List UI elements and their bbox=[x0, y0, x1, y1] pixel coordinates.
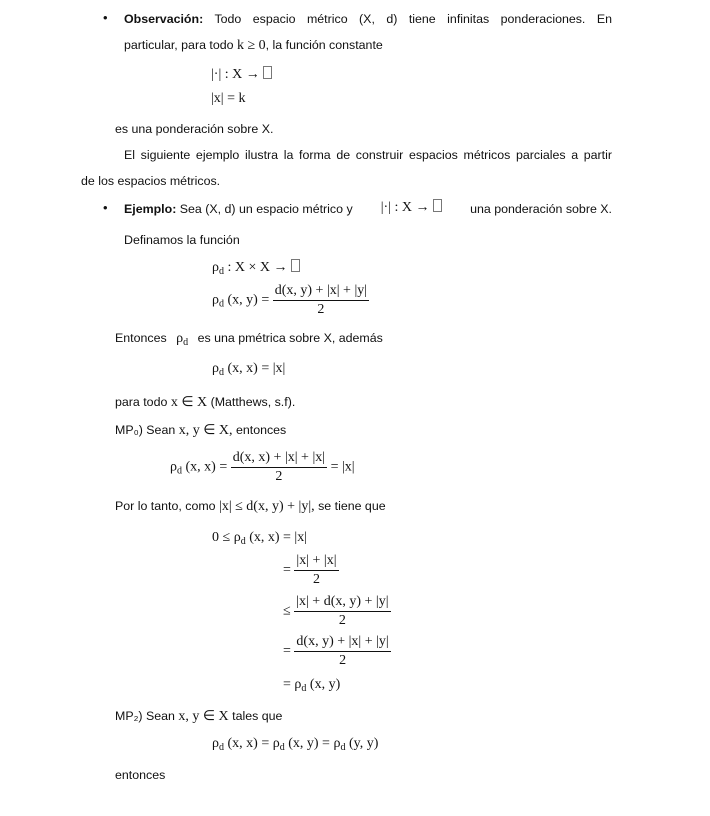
math: ρ bbox=[294, 677, 302, 692]
fraction bbox=[273, 283, 369, 318]
define-text: Definamos la función bbox=[124, 233, 240, 247]
example-label: Ejemplo: bbox=[124, 202, 177, 216]
math: = |x| bbox=[330, 459, 355, 475]
math: |·| : X → bbox=[211, 67, 264, 82]
math: ρ bbox=[272, 736, 280, 751]
math: ρ bbox=[333, 736, 341, 751]
math: d bbox=[279, 742, 285, 753]
numerator: d(x, y) + |x| + |y| bbox=[294, 634, 390, 652]
math: : X × X → bbox=[224, 260, 292, 275]
numerator: d(x, y) + |x| + |y| bbox=[273, 283, 369, 301]
weight-constant: |x| = k bbox=[211, 91, 246, 106]
denominator: 2 bbox=[339, 653, 347, 668]
mp0-line bbox=[115, 422, 286, 439]
math: (x, y) bbox=[309, 677, 341, 692]
observation-line-1 bbox=[124, 12, 612, 26]
text: (Matthews, s.f). bbox=[210, 395, 296, 409]
bullet: • bbox=[103, 200, 108, 215]
denominator: 2 bbox=[317, 302, 325, 317]
reals-glyph-box bbox=[263, 66, 272, 79]
text: Sea (X, d) un espacio métrico y bbox=[179, 202, 353, 216]
rho-self bbox=[212, 361, 285, 378]
numerator: d(x, x) + |x| + |x| bbox=[231, 450, 327, 468]
mp2-line bbox=[115, 708, 282, 725]
math: ρ bbox=[170, 459, 177, 475]
text: se tiene que bbox=[318, 499, 386, 513]
text: una ponderación sobre X. bbox=[470, 202, 612, 216]
math: = bbox=[283, 562, 291, 578]
math: ρ bbox=[212, 736, 219, 751]
observation-label: Observación: bbox=[124, 12, 204, 26]
math: = bbox=[283, 643, 291, 659]
math: (x, x) = bbox=[185, 459, 228, 475]
math: ρ bbox=[212, 292, 219, 308]
text: para todo bbox=[115, 395, 168, 409]
mp0-equation bbox=[170, 450, 355, 485]
denominator: 2 bbox=[312, 572, 320, 587]
math: ρ bbox=[176, 331, 184, 346]
math: d bbox=[219, 367, 224, 378]
math: |x| ≤ d(x, y) + |y|, bbox=[219, 499, 315, 514]
text: tales que bbox=[232, 709, 283, 723]
math: (y, y) bbox=[348, 736, 379, 751]
fraction bbox=[231, 450, 327, 485]
mp2-then: entonces bbox=[115, 768, 166, 782]
math: (x, y) = bbox=[227, 292, 270, 308]
mp2-equation bbox=[212, 736, 378, 753]
then-line bbox=[115, 331, 383, 348]
chain-line-4 bbox=[283, 634, 391, 669]
fraction bbox=[294, 553, 338, 588]
text: Entonces bbox=[115, 331, 167, 345]
text: entonces bbox=[235, 423, 287, 437]
math-k: k ≥ 0 bbox=[236, 38, 266, 53]
text: , la función constante bbox=[265, 38, 383, 52]
rho-definition bbox=[212, 283, 369, 318]
fraction bbox=[294, 594, 390, 629]
math: x, y ∈ X bbox=[178, 709, 229, 724]
observation-conclusion: es una ponderación sobre X. bbox=[115, 122, 274, 136]
fraction bbox=[294, 634, 390, 669]
math: d bbox=[219, 266, 224, 277]
observation-line-2 bbox=[124, 38, 383, 54]
math: d bbox=[219, 298, 224, 310]
math: (x, x) = bbox=[227, 736, 270, 751]
math: d bbox=[219, 742, 224, 753]
math: d bbox=[340, 742, 346, 753]
math: ρ bbox=[212, 260, 219, 275]
observation-text: Todo espacio métrico (X, d) tiene infinitas ponderaciones. En bbox=[214, 12, 613, 26]
paragraph-line-2: de los espacios métricos. bbox=[81, 174, 221, 188]
math: ρ bbox=[233, 530, 241, 545]
math: x ∈ X bbox=[170, 395, 208, 410]
therefore-line bbox=[115, 499, 386, 515]
math: d bbox=[301, 683, 307, 694]
math: d bbox=[177, 465, 182, 477]
math: (x, x) = |x| bbox=[227, 361, 286, 376]
text: Por lo tanto, como bbox=[115, 499, 216, 513]
math: x, y ∈ X, bbox=[178, 423, 233, 438]
math: (x, y) = bbox=[288, 736, 330, 751]
rho-map bbox=[212, 259, 300, 277]
chain-line-5 bbox=[283, 677, 340, 694]
math: d bbox=[240, 536, 246, 547]
text: es una pmétrica sobre X, además bbox=[197, 331, 383, 345]
numerator: |x| + d(x, y) + |y| bbox=[294, 594, 390, 612]
chain-line-2 bbox=[283, 553, 339, 588]
chain-line-3 bbox=[283, 594, 391, 629]
text: particular, para todo bbox=[124, 38, 234, 52]
math: ≤ bbox=[283, 603, 291, 619]
text: MP₂) Sean bbox=[115, 709, 175, 723]
math: (x, x) = |x| bbox=[249, 530, 308, 545]
denominator: 2 bbox=[338, 613, 346, 628]
paragraph-line-1: El siguiente ejemplo ilustra la forma de construir espacios métricos parciales a partir bbox=[124, 148, 612, 162]
math: 0 ≤ bbox=[212, 530, 234, 545]
numerator: |x| + |x| bbox=[294, 553, 338, 571]
math: |·| : X → bbox=[380, 200, 433, 215]
math: ρ bbox=[212, 361, 219, 376]
bullet: • bbox=[103, 10, 108, 25]
example-line-1 bbox=[124, 202, 612, 216]
chain-line-1 bbox=[212, 530, 307, 547]
denominator: 2 bbox=[275, 469, 283, 484]
reals-glyph-box bbox=[291, 259, 300, 272]
math: = bbox=[283, 677, 291, 692]
text: MP₀) Sean bbox=[115, 423, 176, 437]
reals-glyph-box bbox=[433, 199, 442, 212]
forall-line bbox=[115, 394, 295, 411]
weight-map bbox=[211, 66, 272, 83]
math: d bbox=[183, 337, 189, 348]
